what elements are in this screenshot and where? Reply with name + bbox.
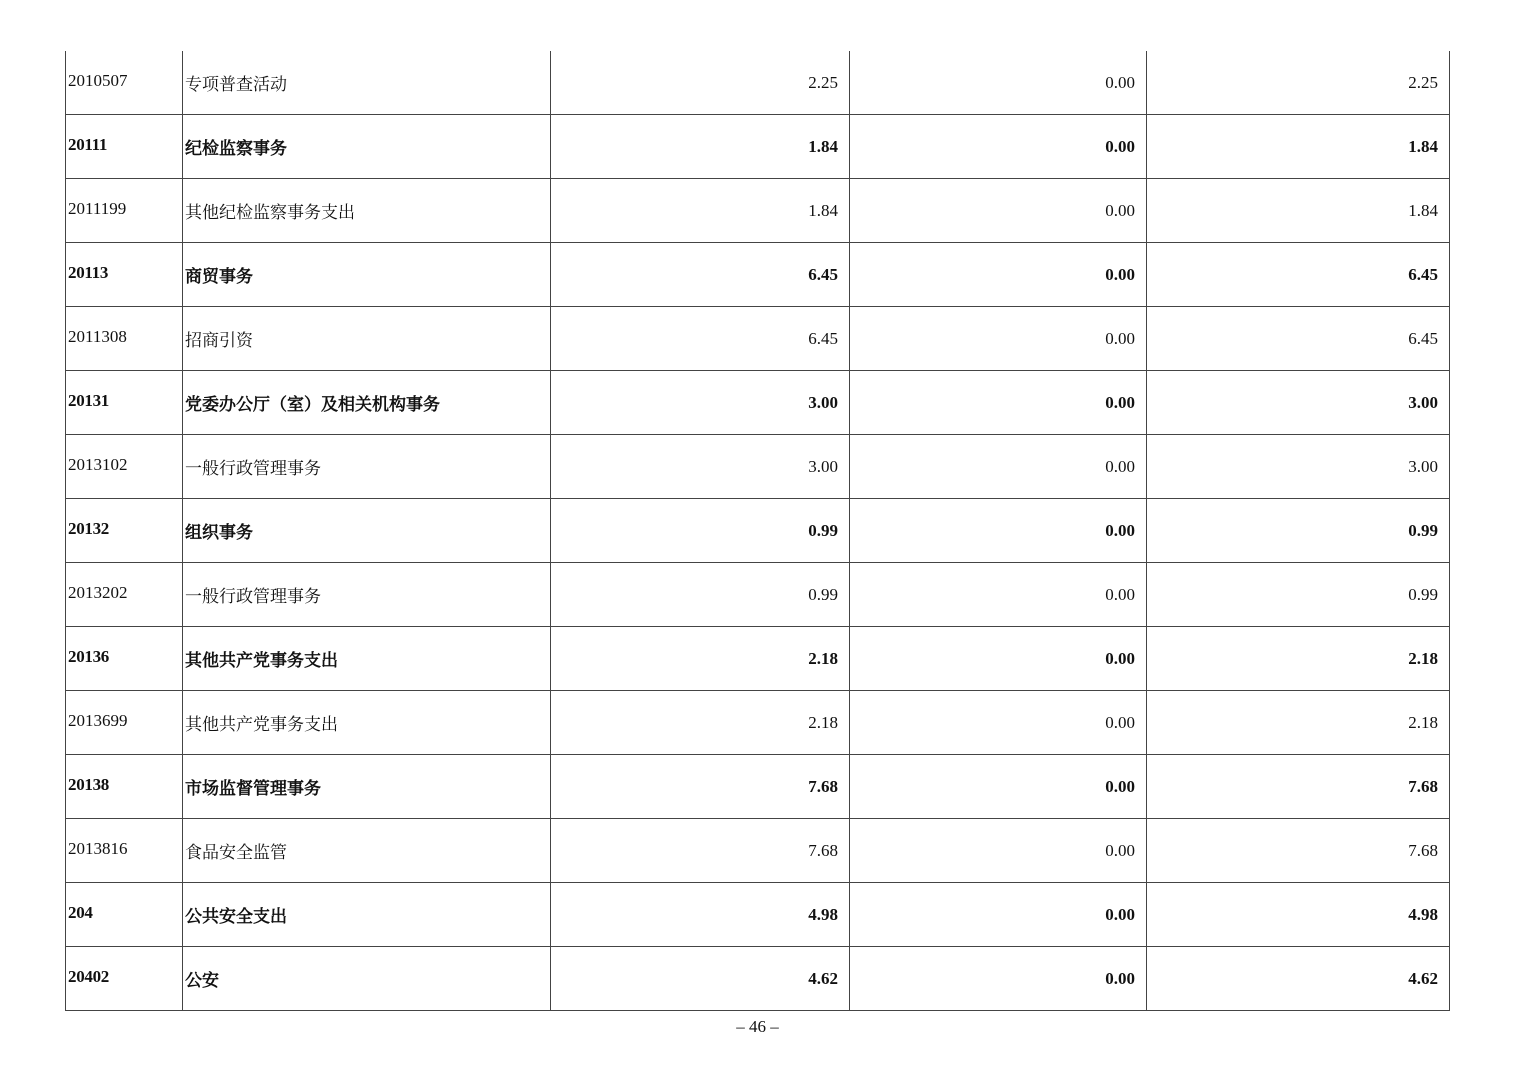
- amount-col-3: 4.62: [1147, 947, 1450, 1011]
- subject-code: 2013699: [66, 691, 183, 755]
- amount-col-2: 0.00: [850, 115, 1147, 179]
- amount-col-2: 0.00: [850, 307, 1147, 371]
- table-row: [66, 691, 1450, 755]
- subject-code: 2013202: [66, 563, 183, 627]
- amount-col-1: 2.25: [551, 51, 850, 115]
- amount-col-3: 6.45: [1147, 243, 1450, 307]
- subject-code: 20111: [66, 115, 183, 179]
- amount-col-3: 3.00: [1147, 435, 1450, 499]
- amount-col-2: 0.00: [850, 755, 1147, 819]
- amount-col-3: 0.99: [1147, 563, 1450, 627]
- amount-col-3: 7.68: [1147, 819, 1450, 883]
- amount-col-1: 7.68: [551, 755, 850, 819]
- table-row: [66, 819, 1450, 883]
- subject-code: 20113: [66, 243, 183, 307]
- amount-col-3: 6.45: [1147, 307, 1450, 371]
- amount-col-1: 6.45: [551, 307, 850, 371]
- table-row: [66, 947, 1450, 1011]
- amount-col-2: 0.00: [850, 435, 1147, 499]
- amount-col-1: 3.00: [551, 435, 850, 499]
- subject-code: 20402: [66, 947, 183, 1011]
- subject-name: 其他共产党事务支出: [183, 691, 551, 755]
- subject-name: 纪检监察事务: [183, 115, 551, 179]
- amount-col-1: 2.18: [551, 691, 850, 755]
- table-row: [66, 755, 1450, 819]
- table-row: [66, 371, 1450, 435]
- subject-code: 20131: [66, 371, 183, 435]
- subject-name: 一般行政管理事务: [183, 435, 551, 499]
- table-row: [66, 307, 1450, 371]
- amount-col-2: 0.00: [850, 243, 1147, 307]
- amount-col-3: 2.18: [1147, 627, 1450, 691]
- amount-col-2: 0.00: [850, 563, 1147, 627]
- subject-name: 公共安全支出: [183, 883, 551, 947]
- subject-code: 204: [66, 883, 183, 947]
- amount-col-3: 4.98: [1147, 883, 1450, 947]
- amount-col-1: 1.84: [551, 179, 850, 243]
- amount-col-3: 7.68: [1147, 755, 1450, 819]
- amount-col-2: 0.00: [850, 947, 1147, 1011]
- amount-col-3: 3.00: [1147, 371, 1450, 435]
- amount-col-2: 0.00: [850, 51, 1147, 115]
- table-row: [66, 563, 1450, 627]
- amount-col-3: 2.25: [1147, 51, 1450, 115]
- amount-col-3: 2.18: [1147, 691, 1450, 755]
- subject-name: 商贸事务: [183, 243, 551, 307]
- subject-code: 2011199: [66, 179, 183, 243]
- subject-name: 组织事务: [183, 499, 551, 563]
- amount-col-2: 0.00: [850, 627, 1147, 691]
- amount-col-1: 0.99: [551, 563, 850, 627]
- page-number: – 46 –: [736, 1017, 779, 1036]
- amount-col-2: 0.00: [850, 499, 1147, 563]
- amount-col-1: 6.45: [551, 243, 850, 307]
- subject-name: 党委办公厅（室）及相关机构事务: [183, 371, 551, 435]
- amount-col-2: 0.00: [850, 819, 1147, 883]
- amount-col-2: 0.00: [850, 883, 1147, 947]
- amount-col-2: 0.00: [850, 371, 1147, 435]
- budget-table-body: [66, 51, 1450, 1011]
- subject-name: 专项普查活动: [183, 51, 551, 115]
- amount-col-1: 0.99: [551, 499, 850, 563]
- amount-col-3: 1.84: [1147, 179, 1450, 243]
- subject-code: 20136: [66, 627, 183, 691]
- subject-code: 2010507: [66, 51, 183, 115]
- table-row: [66, 499, 1450, 563]
- table-row: [66, 883, 1450, 947]
- amount-col-1: 4.98: [551, 883, 850, 947]
- subject-name: 一般行政管理事务: [183, 563, 551, 627]
- subject-code: 20132: [66, 499, 183, 563]
- subject-name: 食品安全监管: [183, 819, 551, 883]
- amount-col-1: 2.18: [551, 627, 850, 691]
- table-row: [66, 51, 1450, 115]
- subject-code: 2011308: [66, 307, 183, 371]
- subject-code: 2013816: [66, 819, 183, 883]
- amount-col-1: 1.84: [551, 115, 850, 179]
- amount-col-1: 7.68: [551, 819, 850, 883]
- amount-col-1: 4.62: [551, 947, 850, 1011]
- subject-name: 其他共产党事务支出: [183, 627, 551, 691]
- table-row: [66, 243, 1450, 307]
- amount-col-3: 1.84: [1147, 115, 1450, 179]
- amount-col-3: 0.99: [1147, 499, 1450, 563]
- table-row: [66, 435, 1450, 499]
- amount-col-2: 0.00: [850, 179, 1147, 243]
- subject-code: 2013102: [66, 435, 183, 499]
- subject-name: 其他纪检监察事务支出: [183, 179, 551, 243]
- table-row: [66, 627, 1450, 691]
- budget-table: [65, 51, 1450, 1011]
- amount-col-2: 0.00: [850, 691, 1147, 755]
- table-row: [66, 179, 1450, 243]
- subject-code: 20138: [66, 755, 183, 819]
- budget-table-container: [65, 51, 1449, 1011]
- subject-name: 市场监督管理事务: [183, 755, 551, 819]
- amount-col-1: 3.00: [551, 371, 850, 435]
- subject-name: 公安: [183, 947, 551, 1011]
- table-row: [66, 115, 1450, 179]
- subject-name: 招商引资: [183, 307, 551, 371]
